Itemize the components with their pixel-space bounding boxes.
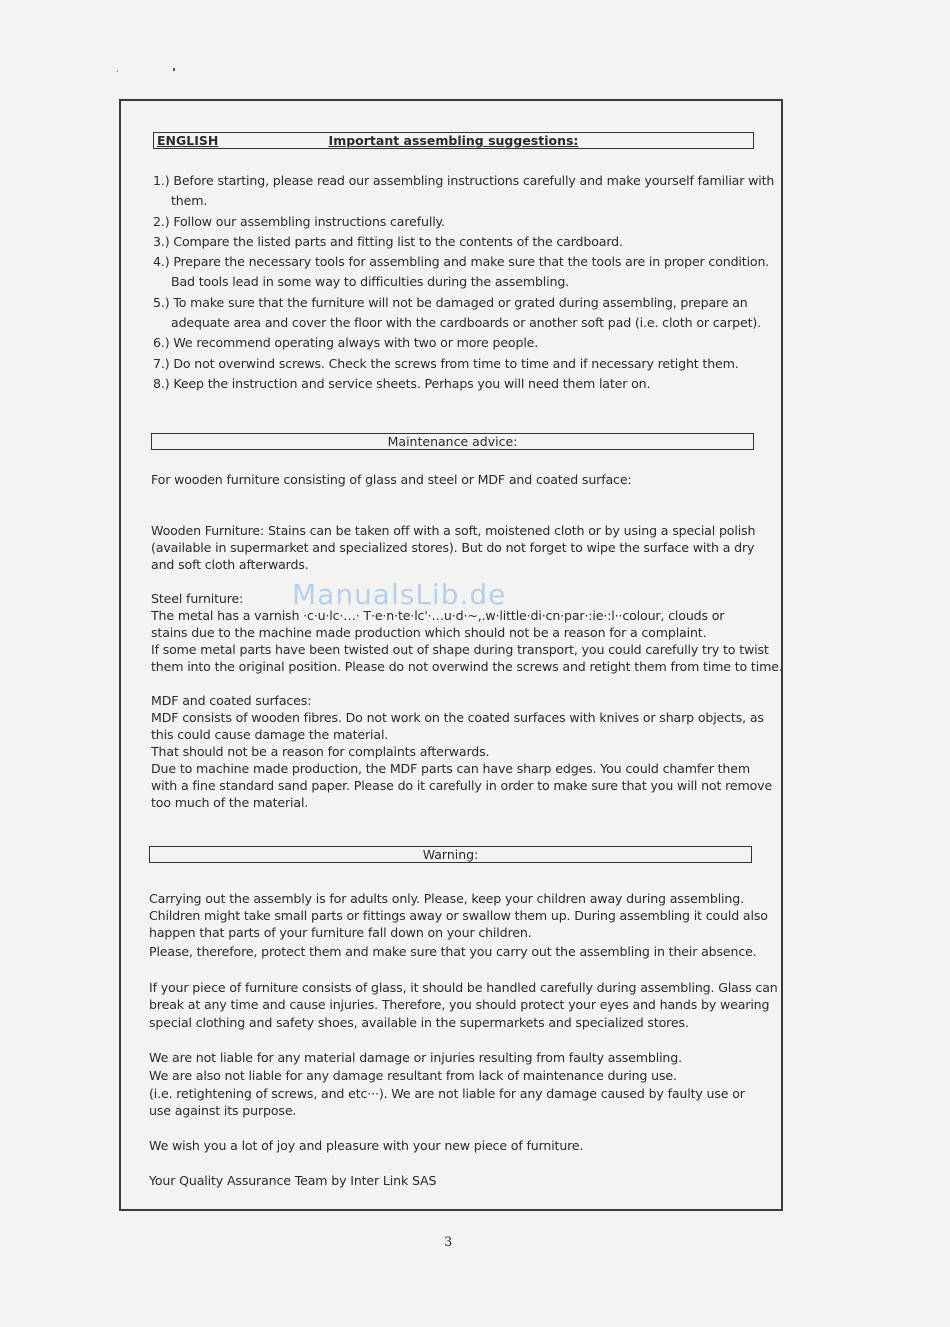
- list-item: 3.) Compare the listed parts and fitting list to the contents of the cardboard.: [153, 233, 623, 249]
- section-title: Warning:: [422, 847, 479, 862]
- maintenance-intro: For wooden furniture consisting of glass and steel or MDF and coated surface:: [151, 472, 632, 487]
- scan-speck: [173, 68, 175, 71]
- suggestions-list: [153, 171, 773, 394]
- list-item: 7.) Do not overwind screws. Check the screws from time to time and if necessary retight them.: [153, 355, 739, 371]
- list-item-continuation: them.: [171, 193, 208, 209]
- list-item: 1.) Before starting, please read our assembling instructions carefully and make yourself familiar with: [153, 173, 775, 188]
- section-title: Important assembling suggestions:: [328, 133, 579, 148]
- section-title: Maintenance advice:: [387, 434, 518, 449]
- language-label: ENGLISH: [157, 133, 219, 148]
- section-header-assembling: [153, 132, 754, 149]
- list-item-continuation: adequate area and cover the floor with the cardboards or another soft pad (i.e. cloth or carpet).: [171, 315, 761, 331]
- list-item: 4.) Prepare the necessary tools for assembling and make sure that the tools are in proper condition.: [153, 254, 770, 270]
- watermark: ManualsLib.de: [292, 578, 507, 611]
- list-item: 6.) We recommend operating always with two or more people.: [153, 335, 539, 351]
- closing-wish: We wish you a lot of joy and pleasure with your new piece of furniture.: [149, 1138, 584, 1153]
- section-header-maintenance: [151, 433, 754, 450]
- section-header-warning: [149, 846, 752, 863]
- list-item: 5.) To make sure that the furniture will not be damaged or grated during assembling, prepare an: [153, 294, 748, 310]
- page-number: 3: [444, 1235, 453, 1250]
- signature: Your Quality Assurance Team by Inter Link SAS: [149, 1173, 437, 1188]
- list-item: 8.) Keep the instruction and service sheets. Perhaps you will need them later on.: [153, 375, 651, 391]
- list-item: 2.) Follow our assembling instructions carefully.: [153, 213, 445, 229]
- list-item-continuation: Bad tools lead in some way to difficulties during the assembling.: [171, 274, 570, 290]
- scan-speck: [117, 71, 118, 72]
